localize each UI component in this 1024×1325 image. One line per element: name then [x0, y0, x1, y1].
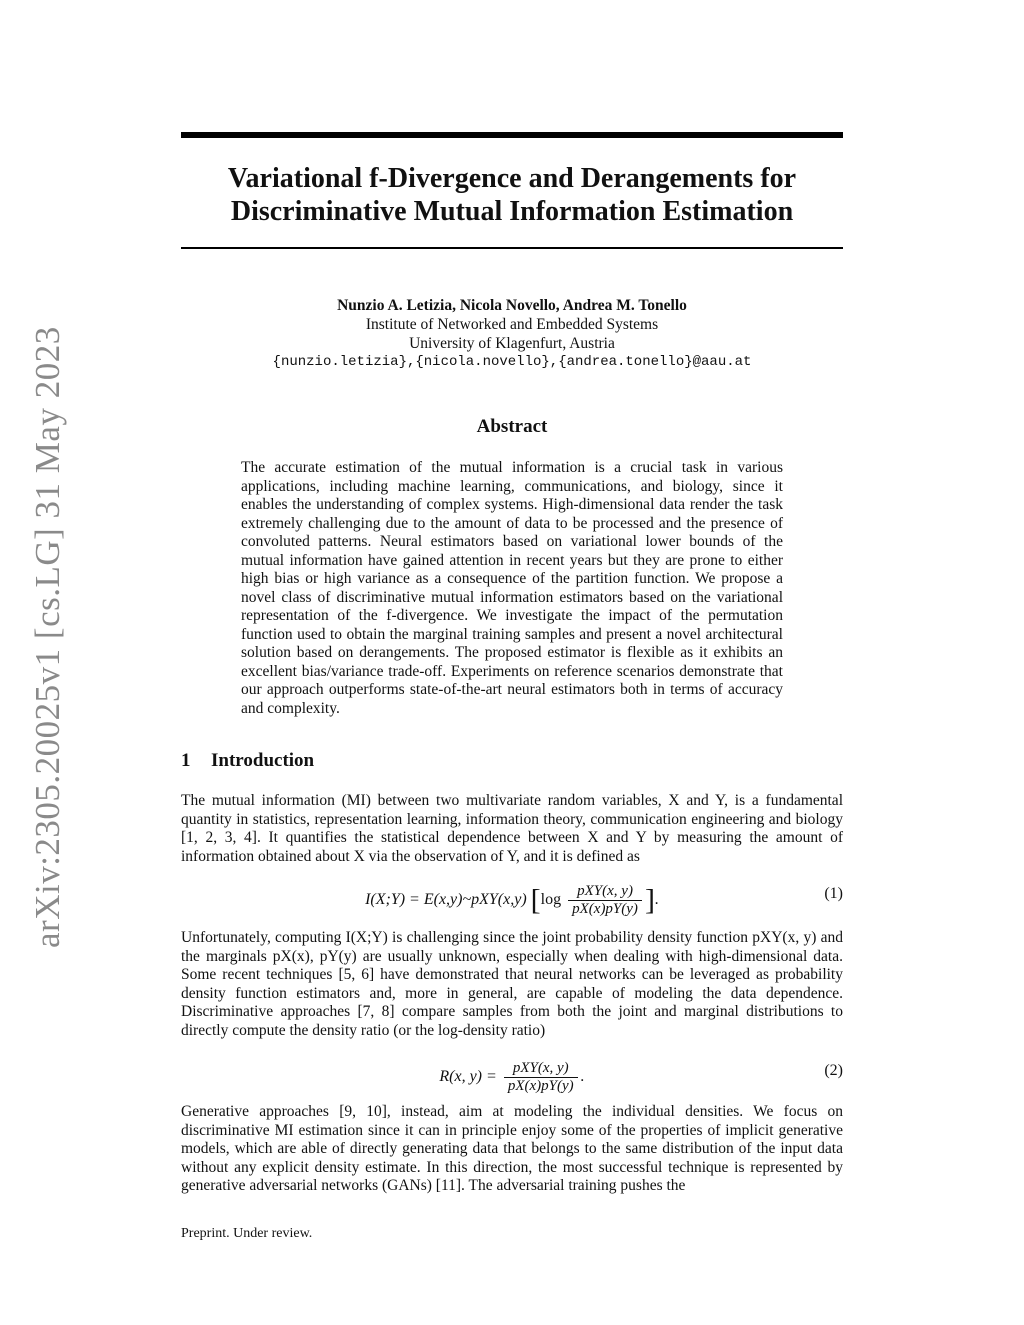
eq2-fraction	[504, 1060, 578, 1095]
eq2-lhs: R(x, y) =	[439, 1068, 497, 1086]
eq1-log: log	[540, 891, 562, 909]
paper-title	[181, 162, 843, 228]
eq1-numerator: pXY(x, y)	[568, 883, 642, 901]
eq2-tail: .	[580, 1068, 585, 1086]
eq1-lhs: I(X;Y) = E(x,y)~pXY(x,y)	[365, 891, 527, 909]
author-names: Nunzio A. Letizia, Nicola Novello, Andrea M. Tonello	[337, 297, 687, 314]
eq2-label: (2)	[824, 1062, 843, 1079]
section-heading	[181, 750, 314, 772]
title-bottom-rule	[181, 247, 843, 249]
abstract-text: The accurate estimation of the mutual information is a crucial task in various applications, including machine learning, communications, and biology, since it enables the understanding of complex systems. High-dimensional data render the task extremely challenging due to the amount of data to be processed and the presence of convoluted patterns. Neural estimators based on variational lower bounds of the mutual information have gained attention in recent years but they are prone to either high bias or high variance as a consequence of the partition function. We propose a novel class of discriminative mutual information estimators based on the variational representation of the f-divergence. We investigate the impact of the permutation function used to obtain the marginal training samples and present a novel architectural solution based on derangements. The proposed estimator is flexible as it exhibits an excellent bias/variance trade-off. Experiments on reference scenarios demonstrate that our approach outperforms state-of-the-art neural estimators both in terms of accuracy and complexity.	[241, 459, 783, 717]
author-emails: {nunzio.letizia},{nicola.novello},{andrea.tonello}@aau.at	[272, 354, 752, 370]
intro-paragraph-1: The mutual information (MI) between two multivariate random variables, X and Y, is a fundamental quantity in statistics, representation learning, information theory, communication engineering and biology [1, 2, 3, 4]. It quantifies the statistical dependence between X and Y by measuring the amount of information obtained about X via the observation of Y, and it is defined as	[181, 792, 843, 865]
eq1-fraction	[568, 883, 642, 918]
abstract-heading: Abstract	[476, 416, 548, 437]
eq2-numerator: pXY(x, y)	[504, 1060, 578, 1078]
section-title: Introduction	[211, 750, 315, 771]
eq1-label: (1)	[824, 885, 843, 902]
intro-paragraph-3: Generative approaches [9, 10], instead, aim at modeling the individual densities. We focus on discriminative MI estimation since it can in principle enjoy some of the properties of implicit generative models, which are able of directly generating data that belongs to the same distribution of the input data without any explicit density estimate. In this direction, the most successful technique is represented by generative adversarial networks (GANs) [11]. The adversarial training pushes the	[181, 1103, 843, 1194]
section-number: 1	[181, 750, 191, 771]
affiliation-institute: Institute of Networked and Embedded Systems	[365, 316, 659, 333]
title-line-1: Variational f-Divergence and Derangements for	[227, 163, 797, 194]
intro-paragraph-2: Unfortunately, computing I(X;Y) is challenging since the joint probability density function pXY(x, y) and the marginals pX(x), pY(y) are usually unknown, especially when dealing with high-dimensional data. Some recent techniques [5, 6] have demonstrated that neural networks can be leveraged as probability density function estimators and, more in general, are capable of modeling the data dependence. Discriminative approaches [7, 8] compare samples from both the joint and marginal distributions to directly compute the density ratio (or the log-density ratio)	[181, 929, 843, 1039]
title-top-rule	[181, 132, 843, 138]
equation-2	[181, 1050, 843, 1092]
eq1-tail: .	[654, 891, 659, 909]
author-block	[181, 296, 843, 372]
arxiv-sidebar-id: arXiv:2305.20025v1 [cs.LG] 31 May 2023	[28, 326, 67, 948]
footer-note: Preprint. Under review.	[181, 1226, 313, 1241]
eq2-denominator: pX(x)pY(y)	[507, 1078, 574, 1094]
title-line-2: Discriminative Mutual Information Estimation	[230, 196, 794, 227]
eq1-denominator: pX(x)pY(y)	[572, 901, 638, 917]
affiliation-university: University of Klagenfurt, Austria	[409, 335, 615, 352]
equation-1: I(X;Y) = E(x,y)~pXY(x,y) [log $\frac{\text{pXY(x, y)}}{pX(x)pY(y)}$ ]. (1)	[365, 883, 843, 917]
